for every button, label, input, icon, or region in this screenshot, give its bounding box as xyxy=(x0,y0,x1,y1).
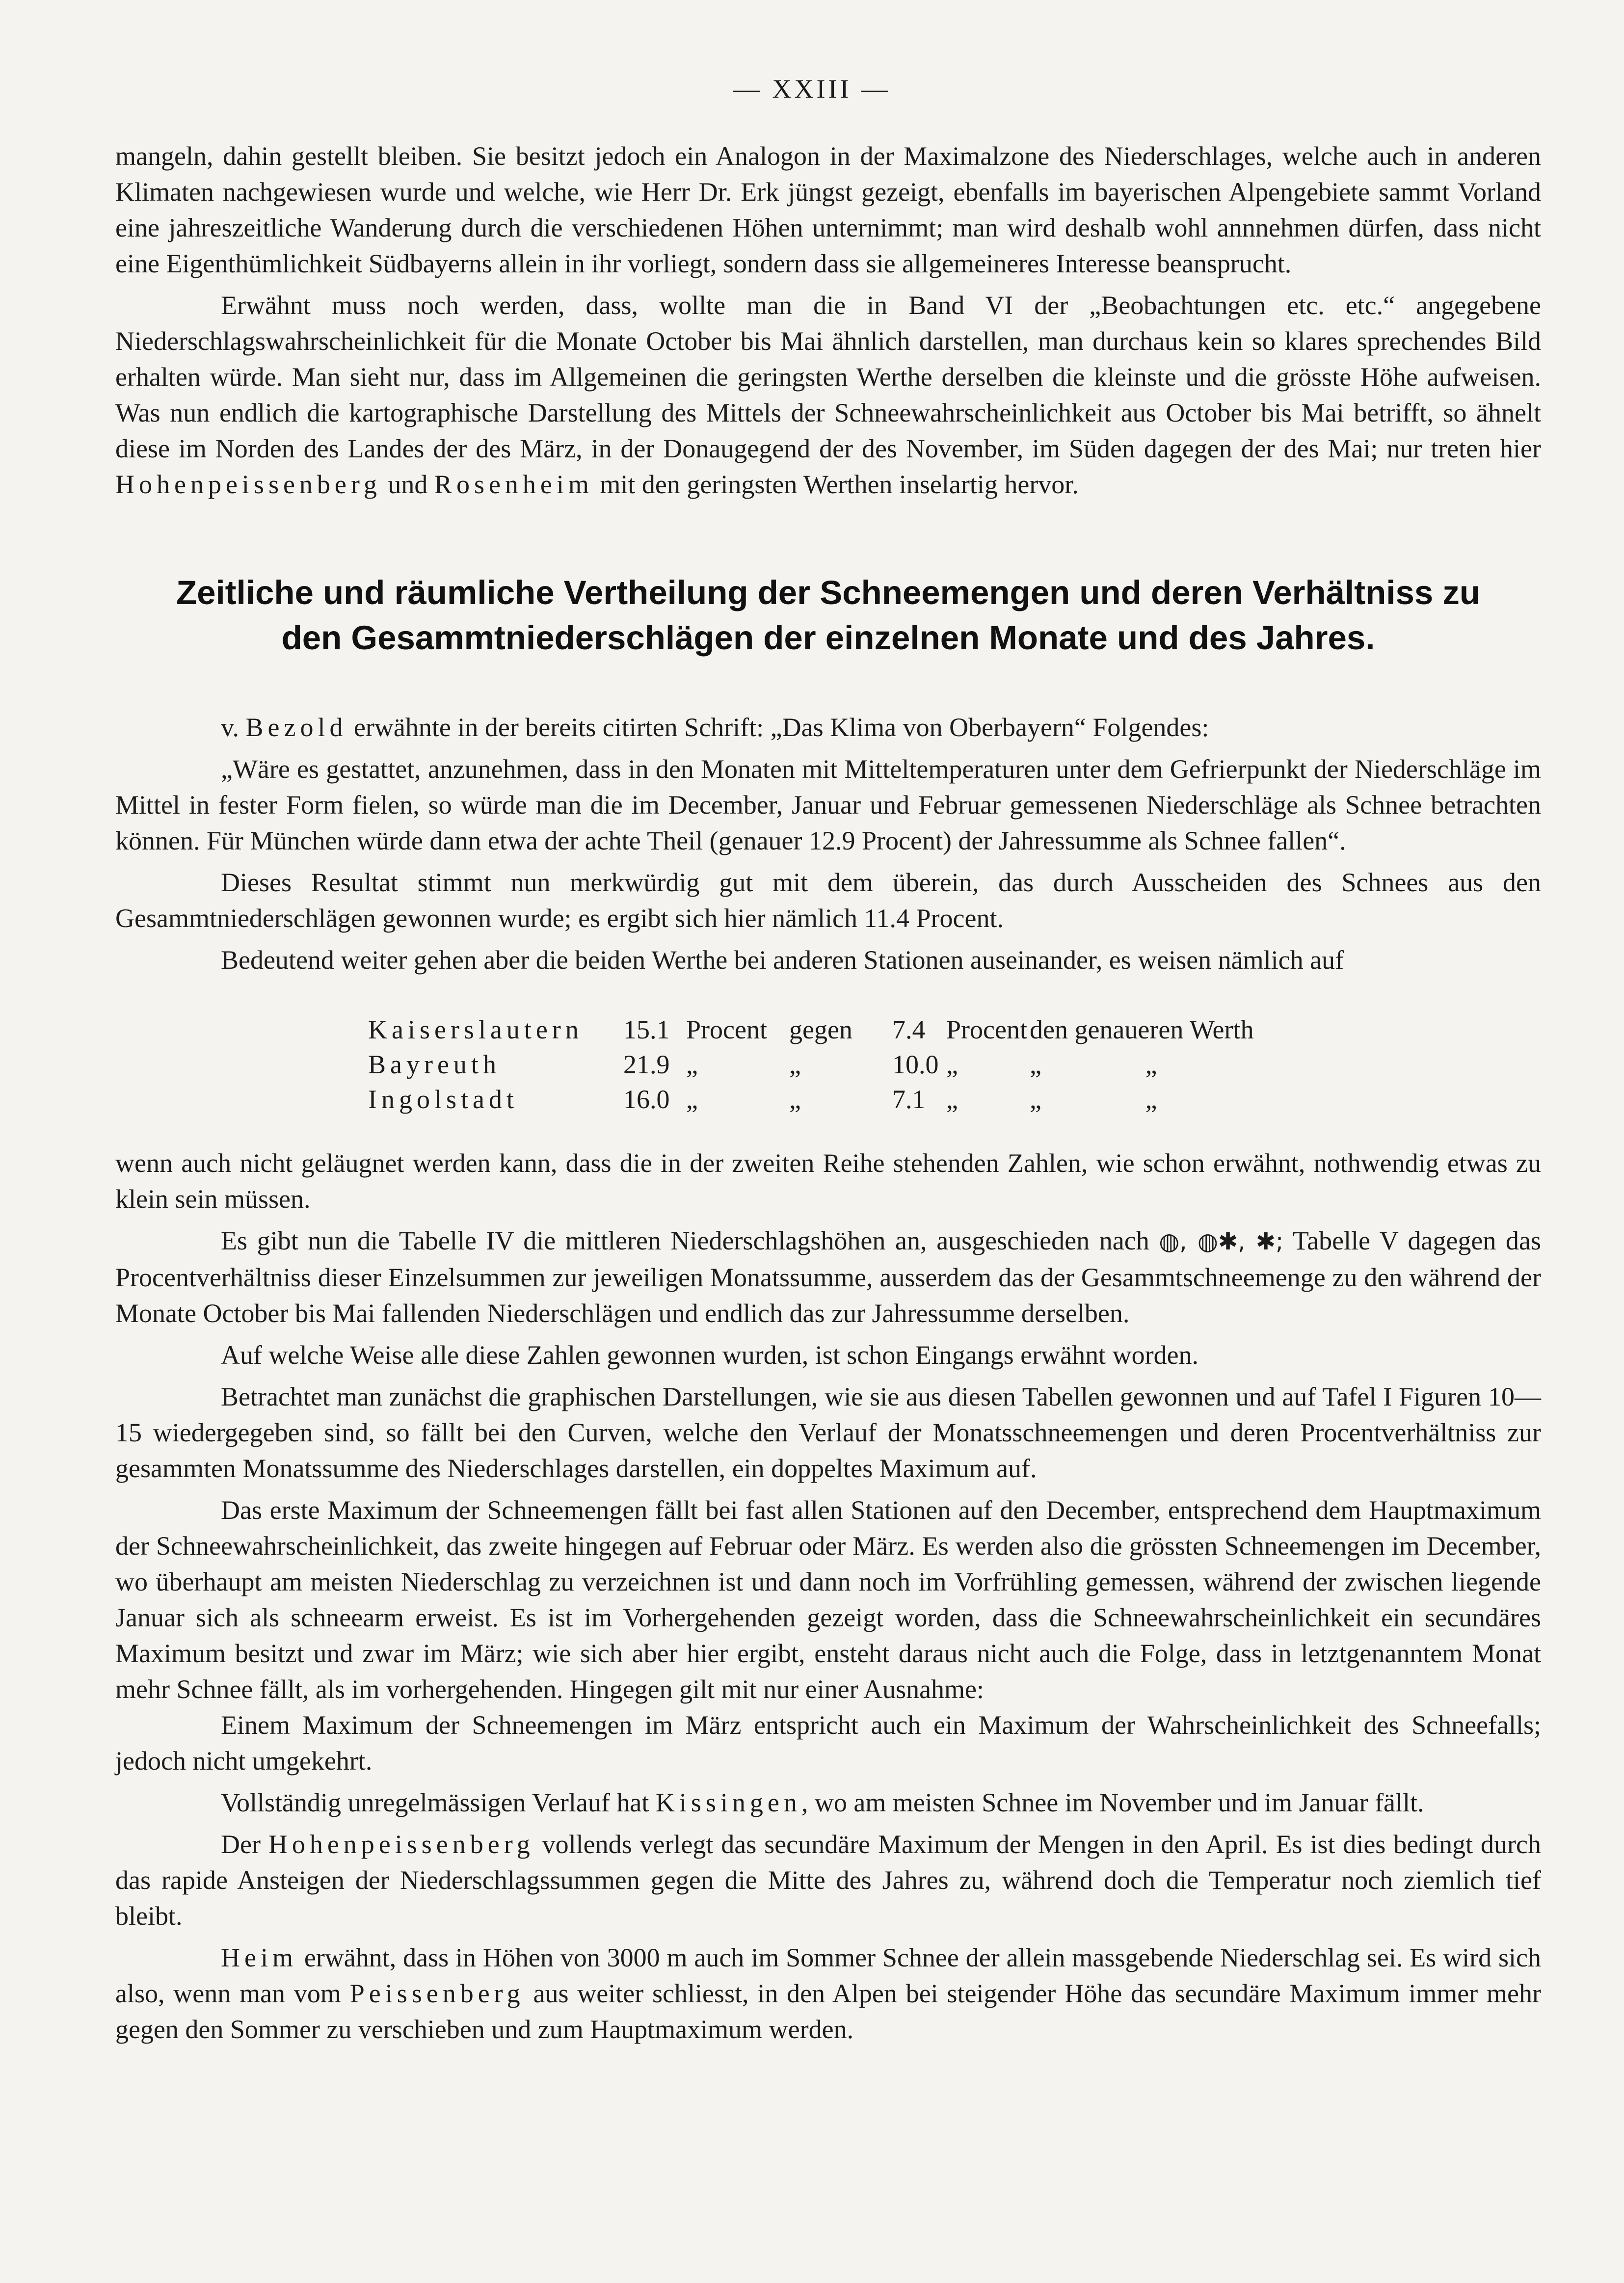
paragraph-kissingen: Vollständig unregelmässigen Verlauf hat Kissingen, wo am meisten Schnee im November und im Januar fällt. xyxy=(221,1788,1424,1817)
value-exact: 7.1 xyxy=(892,1085,926,1114)
station-values-table xyxy=(368,1012,1253,1117)
author-name: Bezold xyxy=(245,713,347,742)
station-name: Kissingen xyxy=(655,1788,801,1817)
table-row: Ingolstadt 16.0 „ „ 7.1 „ „ „ xyxy=(368,1082,1253,1117)
paragraph-continuation: mangeln, dahin gestellt bleiben. Sie besitzt jedoch ein Analogon in der Maximalzone des Niederschlages, welche auch in anderen Klimaten nachgewiesen wurde und welche, wie Herr Dr. Erk jüngst gezeigt, ebenfalls im bayerischen Alpengebiete sammt Vorland eine jahreszeitliche Wanderung durch die verschiedenen Höhen unternimmt; man wird deshalb wohl annnehmen dürfen, dass nicht eine Eigenthümlichkeit Südbayerns allein in ihr vorliegt, sondern dass sie allgemeineres Interesse beansprucht. xyxy=(115,141,1541,278)
paragraph-heim: Heim erwähnt, dass in Höhen von 3000 m auch im Sommer Schnee der allein massgebende Niederschlag sei. Es wird sich also, wenn man vom Peissenberg aus weiter schliesst, in den Alpen bei steigender Höhe das secundäre Maximum immer mehr gegen den Sommer zu verschieben und zum Hauptmaximum werden. xyxy=(115,1943,1541,2044)
paragraph-method: Auf welche Weise alle diese Zahlen gewonnen wurden, ist schon Eingangs erwähnt worden. xyxy=(221,1340,1199,1370)
paragraph-quote: „Wäre es gestattet, anzunehmen, dass in den Monaten mit Mitteltemperaturen unter dem Gefrierpunkt der Niederschläge im Mittel in fester Form fielen, so würde man die im December, Januar und Februar gemessenen Niederschläge als Schnee betrachten können. Für München würde dann etwa der achte Theil (genauer 12.9 Procent) der Jahressumme als Schnee fallen“. xyxy=(115,754,1541,855)
paragraph-table-remark: wenn auch nicht geläugnet werden kann, dass die in der zweiten Reihe stehenden Zahlen, wie schon erwähnt, nothwendig etwas zu klein sein müssen. xyxy=(115,1148,1541,1214)
value-exact: 7.4 xyxy=(892,1015,926,1044)
paragraph-precipitation-probability: Erwähnt muss noch werden, dass, wollte man die in Band VI der „Beobachtungen etc. etc.“ angegebene Niederschlagswahrscheinlichkeit für die Monate October bis Mai ähnlich darstellen, man durchaus kein so klares sprechendes Bild erhalten würde. Man sieht nur, dass im Allgemeinen die geringsten Werthe derselben die kleinste und die grösste Höhe aufweisen. Was nun endlich die kartographische Darstellung des Mittels der Schneewahrscheinlichkeit aus October bis Mai betrifft, so ähnelt diese im Norden des Landes der des März, in der Donaugegend der des November, im Süden dagegen der des Mai; nur treten hier Hohenpeissenberg und Rosenheim mit den geringsten Werthen inselartig hervor. xyxy=(115,291,1541,499)
page-number: — XXIII — xyxy=(733,74,891,104)
station-name: Kaiserslautern xyxy=(368,1015,583,1044)
table-row: Bayreuth 21.9 „ „ 10.0 „ „ „ xyxy=(368,1047,1253,1082)
value-snow-estimate: 15.1 xyxy=(623,1015,670,1044)
precipitation-symbols-icon: ◍, ◍✱, ✱; xyxy=(1159,1228,1284,1255)
author-name: Heim xyxy=(221,1943,297,1972)
value-snow-estimate: 16.0 xyxy=(623,1085,670,1114)
paragraph-graphics: Betrachtet man zunächst die graphischen Darstellungen, wie sie aus diesen Tabellen gewonnen und auf Tafel I Figuren 10—15 wiedergegeben sind, so fällt bei den Curven, welche den Verlauf der Monatsschneemengen und deren Procentverhältniss zur gesammten Monatssumme des Niederschlages darstellen, ein doppeltes Maximum auf. xyxy=(115,1382,1541,1483)
station-name: Ingolstadt xyxy=(368,1085,518,1114)
station-name: Bayreuth xyxy=(368,1050,501,1079)
station-name: Hohenpeissenberg xyxy=(268,1830,534,1859)
body-text xyxy=(115,138,1541,2047)
station-name: Peissenberg xyxy=(349,1979,525,2008)
paragraph-rule: Einem Maximum der Schneemengen im März entspricht auch ein Maximum der Wahrscheinlichkeit des Schneefalls; jedoch nicht umgekehrt. xyxy=(115,1710,1541,1776)
paragraph-hohenpeissenberg: Der Hohenpeissenberg vollends verlegt das secundäre Maximum der Mengen in den April. Es ist dies bedingt durch das rapide Ansteigen der Niederschlagssummen gegen die Mitte des Jahres zu, während doch die Temperatur noch ziemlich tief bleibt. xyxy=(115,1830,1541,1931)
paragraph-bezold: v. Bezold erwähnte in der bereits citirten Schrift: „Das Klima von Oberbayern“ Folgendes: xyxy=(221,713,1209,742)
paragraph-maximum: Das erste Maximum der Schneemengen fällt bei fast allen Stationen auf den December, entsprechend dem Hauptmaximum der Schneewahrscheinlichkeit, das zweite hingegen auf Februar oder März. Es werden also die grössten Schneemengen im December, wo überhaupt am meisten Niederschlag zu verzeichnen ist und dann noch im Vorfrühling gemessen, während der zwischen liegende Januar sich als schneearm erweist. Es ist im Vorhergehenden gezeigt worden, dass die Schneewahrscheinlichkeit ein secundäres Maximum besitzt und zwar im März; wie sich aber hier ergibt, ensteht daraus nicht auch die Folge, dass in letztgenanntem Monat mehr Schnee fällt, als im vorhergehenden. Hingegen gilt mit nur einer Ausnahme: xyxy=(115,1495,1541,1704)
value-snow-estimate: 21.9 xyxy=(623,1050,670,1079)
paragraph-result: Dieses Resultat stimmt nun merkwürdig gut mit dem überein, das durch Ausscheiden des Schnees aus den Gesammtniederschlägen gewonnen wurde; es ergibt sich hier nämlich 11.4 Procent. xyxy=(115,868,1541,933)
paragraph-stations-intro: Bedeutend weiter gehen aber die beiden Werthe bei anderen Stationen auseinander, es weisen nämlich auf xyxy=(221,945,1344,975)
table-row: Kaiserslautern 15.1 Procent gegen 7.4 Procent den genaueren Werth xyxy=(368,1012,1253,1047)
station-name: Rosenheim xyxy=(434,470,593,499)
section-heading: Zeitliche und räumliche Vertheilung der Schneemengen und deren Verhältniss zu den Gesammtniederschlägen der einzelnen Monate und des Jahres. xyxy=(176,574,1481,657)
value-exact: 10.0 xyxy=(892,1050,939,1079)
paragraph-tables: Es gibt nun die Tabelle IV die mittleren Niederschlagshöhen an, ausgeschieden nach ◍, ◍✱, ✱; Tabelle V dagegen das Procentverhältniss dieser Einzelsummen zur jeweiligen Monatssumme, ausserdem das der Gesammtschneemenge zu den während der Monate October bis Mai fallenden Niederschlägen und endlich das zur Jahressumme derselben. xyxy=(115,1226,1541,1328)
station-name: Hohenpeissenberg xyxy=(115,470,381,499)
